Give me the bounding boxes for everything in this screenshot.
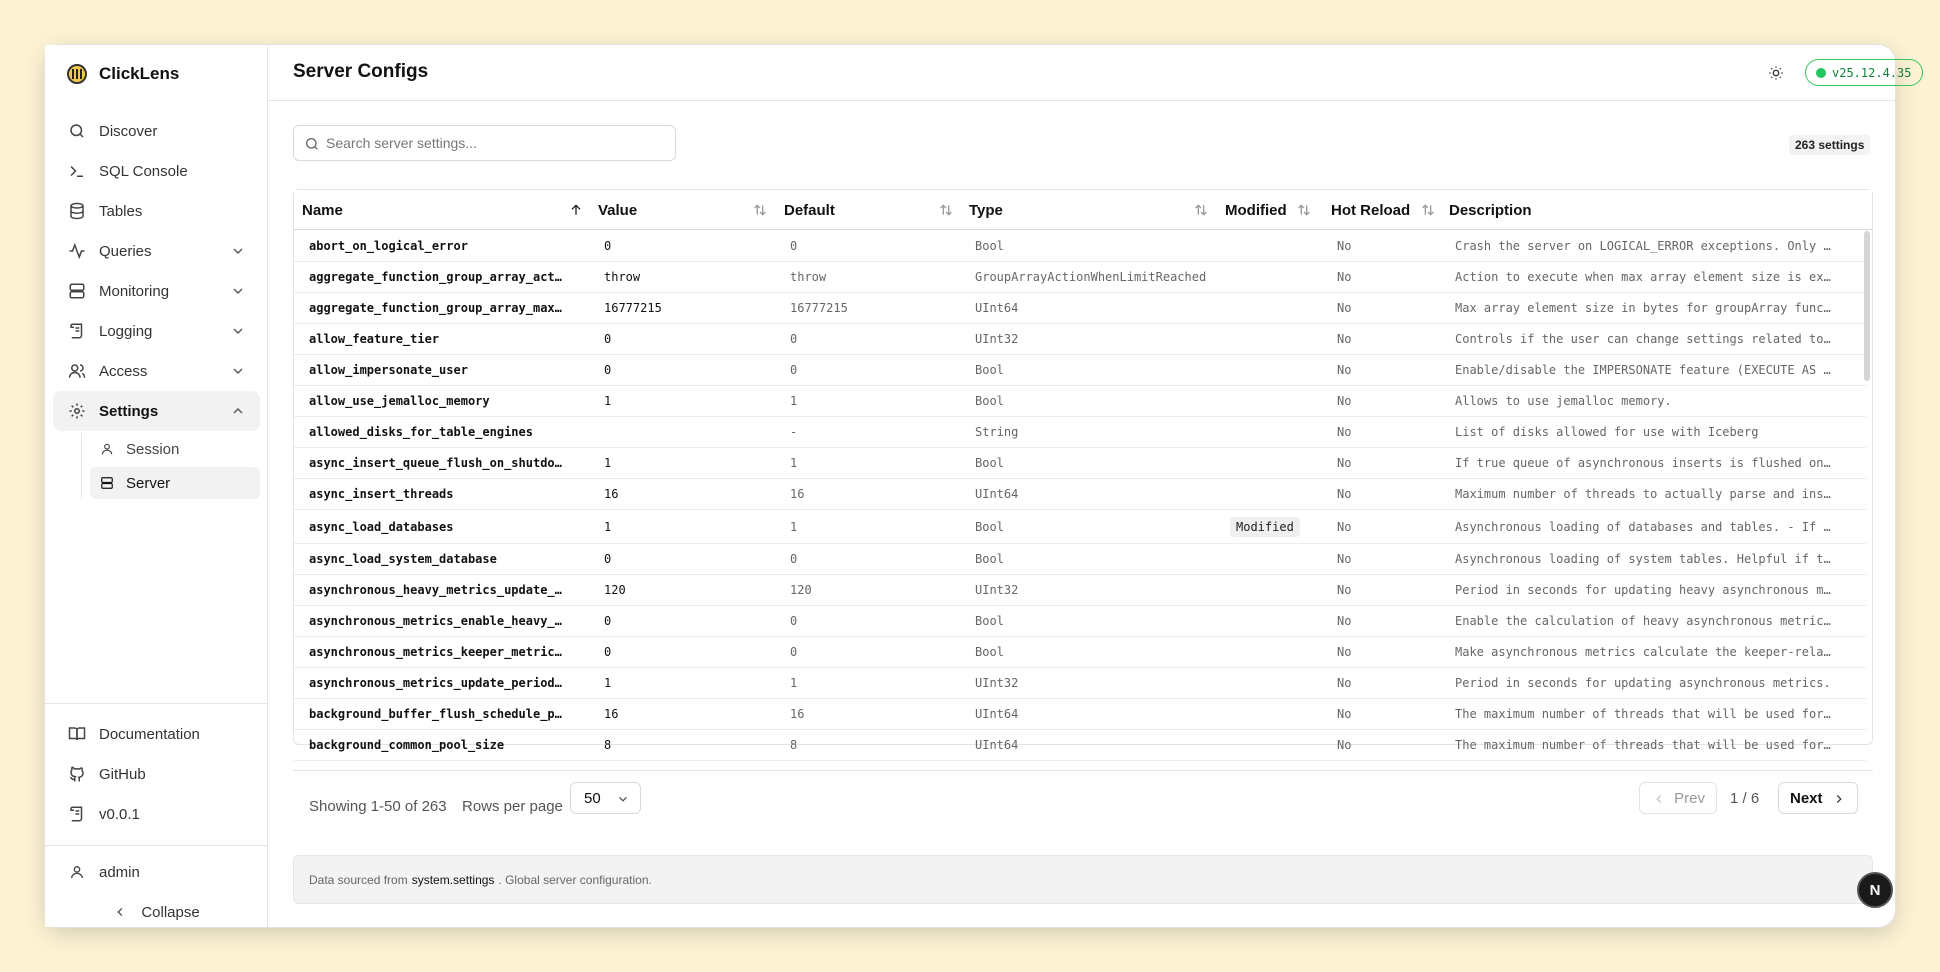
- sort-icon: [1420, 202, 1436, 218]
- cell-default: 120: [790, 583, 812, 597]
- cell-name: abort_on_logical_error: [309, 239, 468, 253]
- table-body: [294, 231, 1866, 761]
- table-row[interactable]: [294, 637, 1866, 668]
- cell-default: 0: [790, 332, 798, 346]
- cell-hot-reload: No: [1337, 301, 1352, 315]
- column-label: Value: [598, 201, 638, 219]
- cell-value: throw: [604, 270, 641, 284]
- sidebar-item-github[interactable]: [53, 754, 260, 794]
- cell-default: 0: [790, 614, 798, 628]
- search-icon: [67, 121, 87, 141]
- cell-type: Bool: [975, 552, 1004, 566]
- sidebar-item-monitoring[interactable]: [53, 271, 260, 311]
- cell-name: async_load_databases: [309, 519, 454, 534]
- cell-description: List of disks allowed for use with Iceberg: [1455, 425, 1759, 439]
- sidebar-subitem-session[interactable]: [90, 433, 260, 465]
- column-header-modified[interactable]: [1225, 190, 1325, 230]
- cell-default: 1: [790, 519, 798, 534]
- sort-ascending-icon: [568, 202, 584, 218]
- cell-value: 0: [604, 645, 612, 659]
- sidebar-item-label: SQL Console: [99, 162, 188, 180]
- sidebar-item-settings[interactable]: [53, 391, 260, 431]
- cell-default: 1: [790, 676, 798, 690]
- table-row[interactable]: [294, 262, 1866, 293]
- cell-hot-reload: No: [1337, 239, 1352, 253]
- sidebar-bottom-links: [45, 703, 268, 834]
- sidebar-user-section: [45, 845, 268, 932]
- cell-value: 8: [604, 738, 612, 752]
- sort-icon: [752, 202, 768, 218]
- cell-description: Enable/disable the IMPERSONATE feature (EXECUTE AS …: [1455, 363, 1831, 377]
- cell-type: UInt64: [975, 301, 1019, 315]
- scroll-icon: [67, 321, 87, 341]
- pagination-divider: [293, 770, 1873, 771]
- cell-hot-reload: No: [1337, 707, 1352, 721]
- table-row[interactable]: [294, 324, 1866, 355]
- column-header-hot-reload[interactable]: [1331, 190, 1441, 230]
- cell-hot-reload: No: [1337, 425, 1352, 439]
- cell-hot-reload: No: [1337, 583, 1352, 597]
- cell-description: The maximum number of threads that will be used for…: [1455, 738, 1831, 752]
- settings-count-badge: 263 settings: [1789, 135, 1870, 155]
- cell-modified: [1230, 510, 1300, 543]
- cell-description: Enable the calculation of heavy asynchronous metric…: [1455, 614, 1831, 628]
- table-row[interactable]: [294, 699, 1866, 730]
- cell-name: asynchronous_metrics_update_period…: [309, 676, 562, 690]
- column-header-name[interactable]: [302, 190, 592, 230]
- chevron-left-icon: [1652, 792, 1666, 806]
- sort-icon: [1193, 202, 1209, 218]
- cell-default: 16: [790, 707, 805, 721]
- cell-type: UInt64: [975, 707, 1019, 721]
- modified-badge: Modified: [1230, 517, 1300, 537]
- page-title: Server Configs: [293, 61, 429, 82]
- cell-name: background_buffer_flush_schedule_p…: [309, 707, 562, 721]
- cell-default: 0: [790, 239, 798, 253]
- cell-value: 1: [604, 394, 612, 408]
- user-icon: [67, 862, 87, 882]
- cell-value: 0: [604, 363, 612, 377]
- cell-description: Max array element size in bytes for groupArray func…: [1455, 301, 1831, 315]
- user-name: admin: [99, 863, 140, 881]
- settings-table: [293, 189, 1873, 752]
- cell-value: 0: [604, 239, 612, 253]
- cell-name: aggregate_function_group_array_act…: [309, 270, 562, 284]
- cell-hot-reload: No: [1337, 676, 1352, 690]
- cell-hot-reload: No: [1337, 738, 1352, 752]
- cell-type: UInt32: [975, 332, 1019, 346]
- status-dot: [1816, 68, 1826, 78]
- server-version: v25.12.4.35: [1832, 65, 1912, 80]
- cell-name: asynchronous_metrics_keeper_metric…: [309, 645, 562, 659]
- cell-value: 1: [604, 456, 612, 470]
- cell-type: Bool: [975, 394, 1004, 408]
- cell-hot-reload: No: [1337, 487, 1352, 501]
- cell-hot-reload: No: [1337, 614, 1352, 628]
- cell-type: UInt32: [975, 583, 1019, 597]
- sidebar-item-documentation[interactable]: [53, 714, 260, 754]
- table-row[interactable]: [294, 730, 1866, 761]
- cell-name: aggregate_function_group_array_max…: [309, 301, 562, 315]
- cell-type: Bool: [975, 456, 1004, 470]
- cell-name: allow_feature_tier: [309, 332, 440, 346]
- clicklens-logo-icon: [67, 64, 87, 84]
- sidebar-item-label: Logging: [99, 322, 153, 340]
- next-page-button[interactable]: [1778, 782, 1858, 814]
- table-row[interactable]: [294, 386, 1866, 417]
- sort-icon: [1296, 202, 1312, 218]
- note-source: system.settings: [411, 872, 495, 887]
- cell-default: -: [790, 425, 798, 439]
- cell-value: 1: [604, 676, 612, 690]
- database-icon: [67, 201, 87, 221]
- cell-name: async_insert_threads: [309, 487, 454, 501]
- cell-hot-reload: No: [1337, 394, 1352, 408]
- cell-value: 16777215: [604, 301, 662, 315]
- cell-value: 1: [604, 519, 612, 534]
- showing-range: Showing 1-50 of 263: [309, 797, 447, 815]
- table-row[interactable]: [294, 355, 1866, 386]
- cell-description: Period in seconds for updating heavy asynchronous m…: [1455, 583, 1831, 597]
- column-label: Default: [784, 201, 835, 219]
- cell-default: 1: [790, 456, 798, 470]
- book-icon: [67, 724, 87, 744]
- settings-submenu: [81, 433, 260, 499]
- column-label: Type: [969, 201, 1003, 219]
- rows-per-page-select[interactable]: [570, 782, 641, 814]
- chevron-down-icon: [230, 283, 246, 299]
- github-icon: [67, 764, 87, 784]
- sidebar-item-sql-console[interactable]: [53, 151, 260, 191]
- app-name: ClickLens: [99, 64, 180, 83]
- cell-value: 16: [604, 707, 619, 721]
- server-icon: [100, 475, 116, 491]
- table-row[interactable]: [294, 231, 1866, 262]
- user-menu[interactable]: [53, 852, 260, 892]
- sidebar-item-access[interactable]: [53, 351, 260, 391]
- cell-hot-reload: No: [1337, 363, 1352, 377]
- cell-name: asynchronous_metrics_enable_heavy_…: [309, 614, 562, 628]
- cell-hot-reload: No: [1337, 645, 1352, 659]
- column-label: Name: [302, 201, 343, 219]
- nextjs-dev-button[interactable]: N: [1857, 872, 1893, 908]
- sidebar-item-label: Documentation: [99, 725, 200, 743]
- server-icon: [67, 281, 87, 301]
- sidebar-item-label: Queries: [99, 242, 152, 260]
- activity-icon: [67, 241, 87, 261]
- terminal-icon: [67, 161, 87, 181]
- sidebar-item-label: GitHub: [99, 765, 146, 783]
- table-row[interactable]: [294, 479, 1866, 510]
- sidebar-item-version[interactable]: [53, 794, 260, 834]
- column-label: Description: [1449, 201, 1532, 219]
- chevron-down-icon: [616, 792, 630, 806]
- cell-value: 0: [604, 614, 612, 628]
- brand[interactable]: [67, 61, 179, 87]
- cell-type: UInt32: [975, 676, 1019, 690]
- sidebar-item-discover[interactable]: [53, 111, 260, 151]
- column-label: Modified: [1225, 201, 1287, 219]
- cell-default: 8: [790, 738, 798, 752]
- cell-description: If true queue of asynchronous inserts is flushed on…: [1455, 456, 1831, 470]
- next-label: Next: [1790, 789, 1823, 807]
- sidebar-item-queries[interactable]: [53, 231, 260, 271]
- chevron-left-icon: [113, 905, 127, 919]
- cell-description: Action to execute when max array element size is ex…: [1455, 270, 1831, 284]
- cell-name: asynchronous_heavy_metrics_update_…: [309, 583, 562, 597]
- column-header-description: [1449, 190, 1749, 230]
- cell-type: Bool: [975, 519, 1004, 534]
- sidebar: [45, 45, 268, 927]
- scroll-icon: [67, 804, 87, 824]
- cell-type: Bool: [975, 363, 1004, 377]
- cell-type: String: [975, 425, 1019, 439]
- gear-icon: [67, 401, 87, 421]
- note-prefix: Data sourced from: [309, 872, 408, 887]
- cell-name: background_common_pool_size: [309, 738, 505, 752]
- cell-type: Bool: [975, 239, 1004, 253]
- cell-description: Controls if the user can change settings related to…: [1455, 332, 1831, 346]
- prev-label: Prev: [1674, 789, 1705, 807]
- cell-hot-reload: No: [1337, 552, 1352, 566]
- cell-default: 16777215: [790, 301, 848, 315]
- rows-per-page-label: Rows per page: [462, 797, 563, 815]
- sidebar-item-label: v0.0.1: [99, 805, 140, 823]
- cell-default: 0: [790, 645, 798, 659]
- search-icon: [304, 136, 320, 152]
- table-row[interactable]: [294, 510, 1866, 544]
- chevron-down-icon: [230, 323, 246, 339]
- search-placeholder: Search server settings...: [326, 135, 477, 151]
- table-scrollbar[interactable]: [1864, 231, 1870, 381]
- server-version-badge: [1805, 59, 1923, 86]
- cell-description: Period in seconds for updating asynchronous metrics.: [1455, 676, 1831, 690]
- cell-name: allowed_disks_for_table_engines: [309, 425, 533, 439]
- cell-hot-reload: No: [1337, 456, 1352, 470]
- prev-page-button[interactable]: [1639, 782, 1717, 814]
- sun-icon: [1768, 65, 1784, 81]
- sidebar-item-label: Settings: [99, 402, 159, 420]
- sidebar-subitem-server[interactable]: [90, 467, 260, 499]
- cell-default: 0: [790, 552, 798, 566]
- table-row[interactable]: [294, 575, 1866, 606]
- cell-hot-reload: No: [1337, 519, 1352, 534]
- table-row[interactable]: [294, 448, 1866, 479]
- cell-default: throw: [790, 270, 827, 284]
- cell-name: async_load_system_database: [309, 552, 497, 566]
- sidebar-nav: [53, 111, 260, 501]
- sidebar-item-tables[interactable]: [53, 191, 260, 231]
- sidebar-item-label: Discover: [99, 122, 158, 140]
- cell-type: GroupArrayActionWhenLimitReached: [975, 270, 1207, 284]
- chevron-up-icon: [230, 403, 246, 419]
- user-icon: [100, 441, 116, 457]
- app-window: [44, 44, 1912, 928]
- table-row[interactable]: [294, 417, 1866, 448]
- cell-type: UInt64: [975, 738, 1019, 752]
- cell-default: 0: [790, 363, 798, 377]
- sort-icon: [938, 202, 954, 218]
- rows-per-page-value: 50: [584, 789, 601, 807]
- cell-type: Bool: [975, 645, 1004, 659]
- table-row[interactable]: [294, 293, 1866, 324]
- collapse-button[interactable]: [53, 892, 260, 932]
- search-input[interactable]: [293, 125, 676, 161]
- sidebar-item-logging[interactable]: [53, 311, 260, 351]
- chevron-right-icon: [1832, 792, 1846, 806]
- chevron-down-icon: [230, 363, 246, 379]
- column-header-type[interactable]: [969, 190, 1219, 230]
- sidebar-subitem-label: Server: [126, 474, 171, 492]
- page-indicator: 1 / 6: [1730, 789, 1760, 807]
- column-header-default[interactable]: [784, 190, 964, 230]
- note-suffix: . Global server configuration.: [498, 872, 652, 887]
- page-header: [268, 45, 1912, 101]
- cell-value: 0: [604, 552, 612, 566]
- cell-name: allow_impersonate_user: [309, 363, 468, 377]
- table-row[interactable]: [294, 606, 1866, 637]
- cell-name: allow_use_jemalloc_memory: [309, 394, 490, 408]
- cell-description: The maximum number of threads that will be used for…: [1455, 707, 1831, 721]
- cell-name: async_insert_queue_flush_on_shutdo…: [309, 456, 562, 470]
- sidebar-subitem-label: Session: [126, 440, 180, 458]
- cell-description: Crash the server on LOGICAL_ERROR exceptions. Only …: [1455, 239, 1831, 253]
- sidebar-item-label: Monitoring: [99, 282, 170, 300]
- cell-description: Allows to use jemalloc memory.: [1455, 394, 1672, 408]
- cell-hot-reload: No: [1337, 270, 1352, 284]
- cell-default: 1: [790, 394, 798, 408]
- collapse-label: Collapse: [141, 903, 200, 921]
- cell-description: Make asynchronous metrics calculate the keeper-rela…: [1455, 645, 1831, 659]
- cell-value: 120: [604, 583, 626, 597]
- cell-value: 0: [604, 332, 612, 346]
- cell-description: Asynchronous loading of system tables. Helpful if t…: [1455, 552, 1831, 566]
- table-header: [294, 190, 1872, 230]
- data-source-note: [293, 855, 1873, 904]
- sidebar-item-label: Access: [99, 362, 148, 380]
- cell-default: 16: [790, 487, 805, 501]
- sidebar-item-label: Tables: [99, 202, 143, 220]
- chevron-down-icon: [230, 243, 246, 259]
- column-header-value[interactable]: [598, 190, 778, 230]
- cell-type: Bool: [975, 614, 1004, 628]
- cell-type: UInt64: [975, 487, 1019, 501]
- table-row[interactable]: [294, 544, 1866, 575]
- column-label: Hot Reload: [1331, 201, 1411, 219]
- cell-hot-reload: No: [1337, 332, 1352, 346]
- theme-toggle-button[interactable]: [1766, 63, 1786, 83]
- cell-value: 16: [604, 487, 619, 501]
- users-icon: [67, 361, 87, 381]
- cell-description: Asynchronous loading of databases and tables. - If …: [1455, 519, 1831, 534]
- cell-description: Maximum number of threads to actually parse and ins…: [1455, 487, 1831, 501]
- table-row[interactable]: [294, 668, 1866, 699]
